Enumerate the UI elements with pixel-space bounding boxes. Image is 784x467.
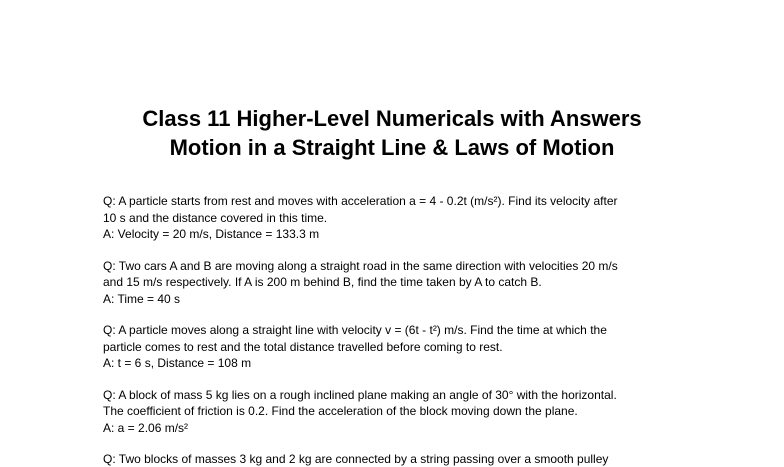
question-line: Q: A particle moves along a straight line with velocity v = (6t - t²) m/s. Find the time at which the: [103, 323, 607, 337]
answer-line: A: Velocity = 20 m/s, Distance = 133.3 m: [103, 227, 320, 241]
qa-item: [103, 387, 683, 437]
page-title: [0, 104, 784, 162]
answer-line: A: t = 6 s, Distance = 108 m: [103, 356, 252, 370]
qa-item: [103, 258, 683, 308]
question-line: Q: A block of mass 5 kg lies on a rough inclined plane making an angle of 30° with the horizontal.: [103, 387, 617, 402]
question-line: The coefficient of friction is 0.2. Find the acceleration of the block moving down the plane.: [103, 404, 578, 418]
question-line: Q: A particle starts from rest and moves with acceleration a = 4 - 0.2t (m/s²). Find its velocity after: [103, 194, 618, 208]
cut-off-question-line: Q: Two blocks of masses 3 kg and 2 kg are connected by a string passing over a smooth pulley: [103, 452, 609, 466]
answer-line: A: a = 2.06 m/s²: [103, 420, 189, 435]
title-line-1: Class 11 Higher-Level Numericals with Answers: [142, 106, 642, 131]
qa-list: [103, 193, 683, 466]
question-line: particle comes to rest and the total distance travelled before coming to rest.: [103, 339, 503, 354]
question-line: 10 s and the distance covered in this time.: [103, 210, 328, 225]
title-line-2: Motion in a Straight Line & Laws of Motion: [169, 135, 615, 160]
answer-line: A: Time = 40 s: [103, 291, 181, 306]
qa-item: [103, 193, 683, 243]
qa-item: [103, 322, 683, 372]
question-line: Q: Two cars A and B are moving along a straight road in the same direction with velocities 20 m/s: [103, 258, 618, 273]
question-line: and 15 m/s respectively. If A is 200 m behind B, find the time taken by A to catch B.: [103, 275, 542, 289]
